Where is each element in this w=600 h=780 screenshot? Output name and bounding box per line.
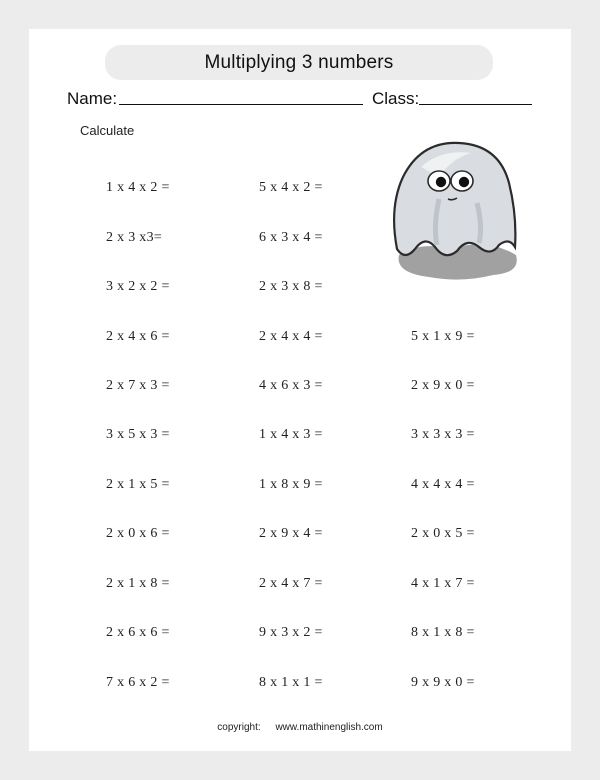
problem: 2 x 1 x 8 = xyxy=(106,576,170,591)
name-label: Name: xyxy=(67,89,118,108)
class-label: Class: xyxy=(372,89,420,108)
problem: 4 x 1 x 7 = xyxy=(411,576,475,591)
problem: 7 x 6 x 2 = xyxy=(106,675,170,690)
problem: 2 x 7 x 3 = xyxy=(106,378,170,393)
problem: 2 x 9 x 0 = xyxy=(411,378,475,393)
class-input-line[interactable] xyxy=(419,104,532,105)
problem: 6 x 3 x 4 = xyxy=(259,230,323,245)
problem: 4 x 4 x 4 = xyxy=(411,477,475,492)
problem: 4 x 6 x 3 = xyxy=(259,378,323,393)
problem: 1 x 4 x 2 = xyxy=(106,180,170,195)
problem: 1 x 8 x 9 = xyxy=(259,477,323,492)
problem: 2 x 4 x 6 = xyxy=(106,329,170,344)
problem: 2 x 0 x 6 = xyxy=(106,526,170,541)
problem: 3 x 3 x 3 = xyxy=(411,427,475,442)
problem: 9 x 9 x 0 = xyxy=(411,675,475,690)
problem: 2 x 9 x 4 = xyxy=(259,526,323,541)
problem: 2 x 6 x 6 = xyxy=(106,625,170,640)
worksheet-title: Multiplying 3 numbers xyxy=(105,45,493,80)
problem: 2 x 1 x 5 = xyxy=(106,477,170,492)
instruction-text: Calculate xyxy=(80,123,135,138)
problem: 2 x 4 x 7 = xyxy=(259,576,323,591)
problem: 9 x 3 x 2 = xyxy=(259,625,323,640)
problem: 5 x 1 x 9 = xyxy=(411,329,475,344)
problem: 3 x 5 x 3 = xyxy=(106,427,170,442)
problem: 1 x 4 x 3 = xyxy=(259,427,323,442)
name-input-line[interactable] xyxy=(119,104,363,105)
worksheet-page xyxy=(29,29,571,751)
copyright-label: copyright: xyxy=(217,722,261,733)
problem: 2 x 0 x 5 = xyxy=(411,526,475,541)
problem: 8 x 1 x 8 = xyxy=(411,625,475,640)
problem: 3 x 2 x 2 = xyxy=(106,279,170,294)
copyright-footer xyxy=(29,722,571,733)
ghost-icon xyxy=(381,137,531,287)
problem: 2 x 3 x 8 = xyxy=(259,279,323,294)
problem: 8 x 1 x 1 = xyxy=(259,675,323,690)
problem: 5 x 4 x 2 = xyxy=(259,180,323,195)
problem: 2 x 4 x 4 = xyxy=(259,329,323,344)
website-link[interactable]: www.mathinenglish.com xyxy=(275,722,383,733)
problem: 2 x 3 x3= xyxy=(106,230,163,245)
